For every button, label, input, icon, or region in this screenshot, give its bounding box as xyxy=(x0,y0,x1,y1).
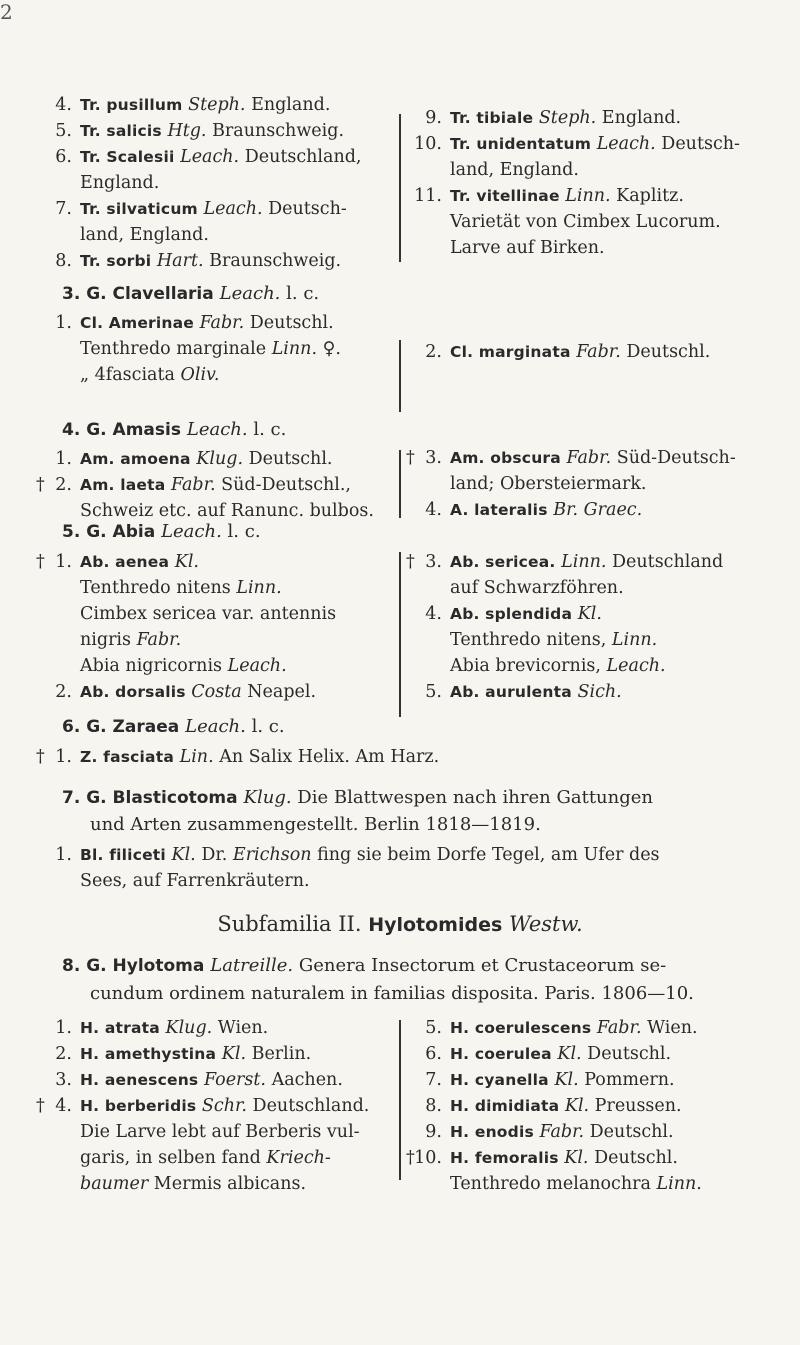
text-run: Deutschland, xyxy=(239,147,362,167)
text-run: l. c. xyxy=(245,716,285,737)
entry-line xyxy=(408,1041,788,1067)
entry-line xyxy=(408,1093,788,1119)
species-name: H. amethystina xyxy=(80,1045,222,1063)
text-run: An Salix Helix. Am Harz. xyxy=(213,747,440,767)
text-run: auf Schwarzföhren. xyxy=(450,578,624,598)
text-run: Aachen. xyxy=(266,1070,343,1090)
author-name: Kl. xyxy=(554,1070,579,1090)
text-run: Deutsch- xyxy=(655,134,740,154)
entry-line xyxy=(38,1093,398,1119)
entry-number: 1. xyxy=(55,747,72,767)
author-name: Leach. xyxy=(186,419,248,440)
list-item xyxy=(38,472,398,524)
author-name: Kriech- xyxy=(266,1148,331,1168)
text-run: Deutschl. xyxy=(244,313,334,333)
text-run: Preussen. xyxy=(589,1096,682,1116)
entry-line xyxy=(38,446,398,472)
text-run: Tenthredo melanochra xyxy=(450,1174,657,1194)
list-item xyxy=(408,549,788,601)
species-name: Tr. tibiale xyxy=(450,109,539,127)
author-name: Linn. xyxy=(271,339,318,359)
text-run: Tenthredo nitens xyxy=(80,578,237,598)
entry-number: 1. xyxy=(55,449,72,469)
author-name: Klug. xyxy=(165,1018,213,1038)
text-run: Dr. xyxy=(195,845,233,865)
list-item xyxy=(408,105,788,131)
list-item xyxy=(38,92,398,118)
text-run: Abia brevicornis, xyxy=(450,656,607,676)
text-run: l. c. xyxy=(280,283,320,304)
list-item xyxy=(408,601,788,679)
species-name: A. lateralis xyxy=(450,501,554,519)
species-name: Tr. salicis xyxy=(80,122,168,140)
author-name: Kl. xyxy=(174,552,199,572)
list-item xyxy=(408,1093,788,1119)
genus-3-heading xyxy=(62,283,319,304)
text-run: Süd-Deutschl., xyxy=(215,475,351,495)
species-name: H. dimidiata xyxy=(450,1097,565,1115)
list-item xyxy=(38,248,398,274)
entry-number: 10. xyxy=(414,134,442,154)
entry-line xyxy=(38,549,398,575)
species-name: H. enodis xyxy=(450,1123,540,1141)
species-name: Tr. pusillum xyxy=(80,96,189,114)
genus-4-right xyxy=(408,445,788,523)
author-name: Fabr. xyxy=(170,475,216,495)
author-name: Leach. xyxy=(203,199,263,219)
entry-number: 5. xyxy=(425,682,442,702)
list-item xyxy=(38,446,398,472)
entry-number: 4. xyxy=(55,95,72,115)
dagger-mark: † xyxy=(36,1096,45,1116)
entry-line xyxy=(408,679,788,705)
entry-line xyxy=(408,627,788,653)
entry-number: 4. xyxy=(55,1096,72,1116)
list-item xyxy=(408,1015,788,1041)
entry-number: 1. xyxy=(55,1018,72,1038)
text-run: l. c. xyxy=(247,419,287,440)
list-item xyxy=(408,1119,788,1145)
author-name: Kl. xyxy=(557,1044,582,1064)
entry-line xyxy=(408,105,788,131)
species-name: Cl. Amerinae xyxy=(80,314,200,332)
author-name: Kl. xyxy=(221,1044,247,1064)
author-name: Lin. xyxy=(179,747,214,767)
species-name: Bl. filiceti xyxy=(80,846,172,864)
list-item xyxy=(38,196,398,248)
text-run: 8. G. Hylotoma xyxy=(62,956,211,976)
entry-number: 2. xyxy=(55,682,72,702)
genus-5-right xyxy=(408,549,788,705)
entry-line xyxy=(408,1067,788,1093)
author-name: Costa xyxy=(191,682,242,702)
entry-number: 3. xyxy=(425,448,442,468)
entry-line xyxy=(408,235,788,261)
entry-number: 5. xyxy=(55,121,72,141)
author-name: Steph. xyxy=(188,95,246,115)
author-name: Leach. xyxy=(219,283,281,304)
entry-number: 10. xyxy=(414,1148,442,1168)
genus-3-left xyxy=(38,310,398,388)
text-run xyxy=(502,912,509,936)
species-name: Tr. sorbi xyxy=(80,252,157,270)
entry-line xyxy=(38,248,398,274)
text-run: Mermis albicans. xyxy=(148,1174,307,1194)
text-run: Cimbex sericea var. antennis xyxy=(80,604,337,624)
list-item xyxy=(408,1145,788,1197)
text-run: England. xyxy=(80,173,160,193)
author-name: baumer xyxy=(80,1174,149,1194)
entry-line xyxy=(38,744,778,770)
text-run: Braunschweig. xyxy=(203,251,342,271)
list-item xyxy=(38,118,398,144)
text-run: Kaplitz. xyxy=(610,186,684,206)
genus-4-left xyxy=(38,446,398,524)
author-name: Linn. xyxy=(656,1174,702,1194)
text-run: Abia nigricornis xyxy=(80,656,228,676)
author-name: Br. xyxy=(553,500,579,520)
entry-line xyxy=(408,131,788,157)
text-run: Deutschl. xyxy=(243,449,333,469)
text-run: Tenthredo nitens, xyxy=(450,630,612,650)
entry-number: 1. xyxy=(55,313,72,333)
species-name: Ab. aenea xyxy=(80,553,175,571)
entry-line xyxy=(408,601,788,627)
species-name: H. atrata xyxy=(80,1019,166,1037)
genus-4-heading xyxy=(62,419,286,440)
species-name: Ab. dorsalis xyxy=(80,683,192,701)
entry-number: 3. xyxy=(55,1070,72,1090)
list-item xyxy=(38,1041,398,1067)
author-name: Graec. xyxy=(583,500,643,520)
entry-number: 5. xyxy=(425,1018,442,1038)
entry-line xyxy=(408,157,788,183)
list-item xyxy=(408,497,788,523)
species-name: Tr. vitellinae xyxy=(450,187,566,205)
list-item xyxy=(38,1015,398,1041)
author-name: Foerst. xyxy=(203,1070,266,1090)
entry-line xyxy=(38,170,398,196)
entry-line xyxy=(38,601,398,627)
text-run: Deutschl. xyxy=(581,1044,672,1064)
author-name: Kl. xyxy=(564,1096,590,1116)
genus-5-heading xyxy=(62,521,261,542)
text-run: 3. G. Clavellaria xyxy=(62,284,220,304)
entry-number: 7. xyxy=(425,1070,442,1090)
species-name: Am. amoena xyxy=(80,450,197,468)
entry-line xyxy=(408,549,788,575)
list-item xyxy=(38,1067,398,1093)
dagger-mark: † xyxy=(36,747,45,767)
text-run: garis, in selben fand xyxy=(80,1148,267,1168)
entry-number: 7. xyxy=(55,199,72,219)
author-name: Leach. xyxy=(161,521,222,542)
species-name: Tr. unidentatum xyxy=(450,135,597,153)
entry-line xyxy=(38,679,398,705)
genus-7-entry xyxy=(38,842,798,894)
text-run: Berlin. xyxy=(246,1044,312,1064)
entry-number: 1. xyxy=(55,845,72,865)
entry-line xyxy=(38,196,398,222)
text-run: land; Obersteiermark. xyxy=(450,474,647,494)
list-item xyxy=(408,1041,788,1067)
text-run: Neapel. xyxy=(241,682,317,702)
text-run: England. xyxy=(245,95,331,115)
author-name: Leach. xyxy=(606,656,666,676)
top-left-column xyxy=(38,92,398,274)
text-run: land, England. xyxy=(450,160,579,180)
text-run: Genera Insectorum et Crustaceorum se- xyxy=(293,955,667,976)
author-name: Linn. xyxy=(561,552,607,572)
species-name: Tr. silvaticum xyxy=(80,200,204,218)
entry-line xyxy=(38,1041,398,1067)
entry-line xyxy=(38,627,398,653)
genus-6-heading xyxy=(62,716,285,737)
author-name: Erichson xyxy=(232,845,312,865)
author-name: Leach. xyxy=(227,656,287,676)
species-name: Cl. marginata xyxy=(450,343,577,361)
text-run: 4. G. Amasis xyxy=(62,420,187,440)
text-run: Pommern. xyxy=(578,1070,675,1090)
author-name: Linn. xyxy=(611,630,658,650)
text-run: Braunschweig. xyxy=(206,121,345,141)
text-run: l. c. xyxy=(221,521,261,542)
list-item xyxy=(408,339,788,365)
entry-line xyxy=(408,653,788,679)
text-run: Deutsch- xyxy=(262,199,347,219)
text-run: „ 4fasciata xyxy=(80,365,181,385)
list-item xyxy=(38,1093,398,1197)
entry-line xyxy=(38,336,398,362)
column-divider xyxy=(399,1020,401,1180)
text-run: England. xyxy=(596,108,682,128)
entry-line xyxy=(408,209,788,235)
entry-line xyxy=(38,842,798,868)
entry-number: 2. xyxy=(425,342,442,362)
species-name: Am. obscura xyxy=(450,449,567,467)
species-name: H. femoralis xyxy=(450,1149,565,1167)
genus-8-heading xyxy=(62,955,666,976)
text-run: Schweiz etc. auf Ranunc. bulbos. xyxy=(80,501,374,521)
entry-line xyxy=(38,1015,398,1041)
genus-6-entry xyxy=(38,744,778,770)
species-name: Ab. sericea. xyxy=(450,553,562,571)
entry-line xyxy=(38,1067,398,1093)
column-divider xyxy=(399,114,401,262)
entry-number: 9. xyxy=(425,1122,442,1142)
text-run: fing sie beim Dorfe Tegel, am Ufer des xyxy=(311,845,660,865)
author-name: Kl. xyxy=(577,604,602,624)
author-name: Fabr. xyxy=(576,342,621,362)
entry-number: 9. xyxy=(425,108,442,128)
text-run: Varietät von Cimbex Lucorum. xyxy=(450,212,721,232)
entry-line xyxy=(38,1145,398,1171)
text-run: Deutschland. xyxy=(246,1096,370,1116)
entry-line xyxy=(408,1015,788,1041)
entry-line xyxy=(38,118,398,144)
entry-line xyxy=(408,575,788,601)
entry-number: 3. xyxy=(425,552,442,572)
entry-line xyxy=(38,472,398,498)
list-item xyxy=(38,144,398,196)
text-run: Sees, auf Farrenkräutern. xyxy=(80,871,310,891)
text-run: 5. G. Abia xyxy=(62,522,162,542)
genus-7-heading-continued: und Arten zusammengestellt. Berlin 1818—1819. xyxy=(90,814,541,835)
text-run: land, England. xyxy=(80,225,209,245)
list-item xyxy=(408,679,788,705)
text-run: 6. G. Zaraea xyxy=(62,717,186,737)
entry-number: 2. xyxy=(55,1044,72,1064)
entry-line xyxy=(38,1171,398,1197)
text-run: Süd-Deutsch- xyxy=(611,448,736,468)
author-name: Linn. xyxy=(565,186,611,206)
author-name: Klug. xyxy=(196,449,244,469)
entry-number: 6. xyxy=(55,147,72,167)
author-name: Latreille. xyxy=(210,955,294,976)
genus-8-right xyxy=(408,1015,788,1197)
text-run: Subfamilia II. xyxy=(217,912,369,936)
species-name: Ab. splendida xyxy=(450,605,578,623)
text-run: Deutschland xyxy=(606,552,724,572)
subfamily-heading xyxy=(0,912,800,936)
author-name: Kl. xyxy=(564,1148,589,1168)
genus-5-left xyxy=(38,549,398,705)
genus-7-heading xyxy=(62,787,653,808)
author-name: Schr. xyxy=(201,1096,247,1116)
column-divider xyxy=(399,340,401,412)
entry-line xyxy=(408,445,788,471)
author-name: Fabr. xyxy=(596,1018,642,1038)
species-name: Am. laeta xyxy=(80,476,171,494)
text-run: Deutschl. xyxy=(588,1148,678,1168)
entry-line xyxy=(38,144,398,170)
entry-line xyxy=(408,1119,788,1145)
list-item xyxy=(408,131,788,183)
top-right-column xyxy=(408,105,788,261)
list-item xyxy=(408,1067,788,1093)
entry-number: 8. xyxy=(425,1096,442,1116)
dagger-mark: † xyxy=(36,552,45,572)
list-item xyxy=(408,445,788,497)
text-run: Die Blattwespen nach ihren Gattungen xyxy=(291,787,654,808)
entry-number: 8. xyxy=(55,251,72,271)
list-item xyxy=(408,183,788,261)
author-name: Fabr. xyxy=(199,313,245,333)
entry-line xyxy=(408,339,788,365)
entry-line xyxy=(38,868,798,894)
text-run: ♀. xyxy=(317,339,341,359)
genus-8-heading-continued: cundum ordinem naturalem in familias disposita. Paris. 1806—10. xyxy=(90,983,694,1004)
column-divider xyxy=(399,450,401,518)
column-divider xyxy=(399,552,401,717)
entry-number: 4. xyxy=(425,500,442,520)
author-name: Kl. xyxy=(171,845,196,865)
text-run: Die Larve lebt auf Berberis vul- xyxy=(80,1122,360,1142)
author-name: Leach. xyxy=(180,147,240,167)
entry-line xyxy=(408,471,788,497)
author-name: Sich. xyxy=(577,682,622,702)
species-name: H. berberidis xyxy=(80,1097,202,1115)
entry-line xyxy=(38,222,398,248)
entry-number: 2. xyxy=(55,475,72,495)
author-name: Linn. xyxy=(236,578,282,598)
entry-line xyxy=(38,1119,398,1145)
genus-8-left xyxy=(38,1015,398,1197)
species-name: H. coerulescens xyxy=(450,1019,597,1037)
text-run: nigris xyxy=(80,630,137,650)
list-item xyxy=(38,549,398,679)
author-name: Leach. xyxy=(185,716,246,737)
text-run: Deutschl. xyxy=(584,1122,674,1142)
text-run: Deutschl. xyxy=(620,342,711,362)
author-name: Fabr. xyxy=(136,630,182,650)
author-name: Steph. xyxy=(538,108,597,128)
species-name: H. aenescens xyxy=(80,1071,204,1089)
author-name: Oliv. xyxy=(180,365,220,385)
entry-line xyxy=(38,92,398,118)
species-name: Tr. Scalesii xyxy=(80,148,181,166)
text-run: 7. G. Blasticotoma xyxy=(62,788,244,808)
list-item xyxy=(38,310,398,388)
entry-line xyxy=(408,497,788,523)
dagger-mark: † xyxy=(406,1148,415,1168)
entry-number: 6. xyxy=(425,1044,442,1064)
author-name: Klug. xyxy=(243,787,292,808)
dagger-mark: † xyxy=(36,475,45,495)
author-name: Htg. xyxy=(167,121,207,141)
species-name: Z. fasciata xyxy=(80,748,180,766)
entry-line xyxy=(38,653,398,679)
entry-number: 4. xyxy=(425,604,442,624)
author-name: Fabr. xyxy=(539,1122,585,1142)
list-item xyxy=(38,679,398,705)
page-number: 2 xyxy=(0,0,13,24)
author-name: Leach. xyxy=(596,134,656,154)
text-run: Wien. xyxy=(212,1018,269,1038)
entry-line xyxy=(38,310,398,336)
entry-number: 1. xyxy=(55,552,72,572)
dagger-mark: † xyxy=(406,552,415,572)
text-run: Wien. xyxy=(641,1018,698,1038)
text-run: Larve auf Birken. xyxy=(450,238,605,258)
text-run: Tenthredo marginale xyxy=(80,339,272,359)
species-name: Ab. aurulenta xyxy=(450,683,578,701)
entry-line xyxy=(408,183,788,209)
entry-line xyxy=(38,362,398,388)
entry-line xyxy=(408,1145,788,1171)
text-run: Hylotomides xyxy=(368,914,503,936)
entry-line xyxy=(38,575,398,601)
genus-3-right xyxy=(408,339,788,365)
author-name: Hart. xyxy=(156,251,204,271)
dagger-mark: † xyxy=(406,448,415,468)
species-name: H. cyanella xyxy=(450,1071,555,1089)
author-name: Westw. xyxy=(508,912,583,936)
species-name: H. coerulea xyxy=(450,1045,558,1063)
entry-line xyxy=(408,1171,788,1197)
author-name: Fabr. xyxy=(566,448,612,468)
entry-number: 11. xyxy=(414,186,442,206)
